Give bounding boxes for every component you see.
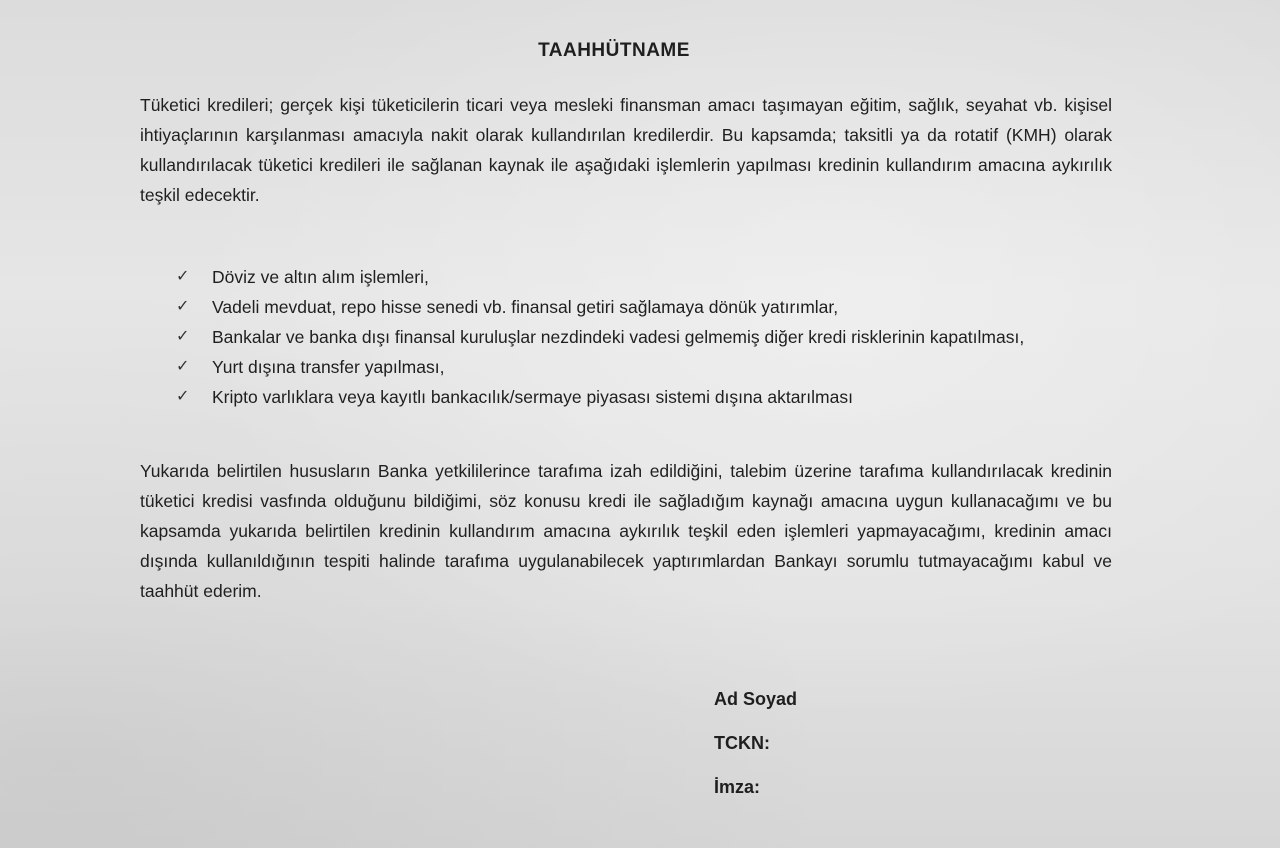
list-item [176,382,1112,412]
check-icon: ✓ [176,328,190,345]
list-item-text: Döviz ve altın alım işlemleri, [212,267,429,287]
check-icon: ✓ [176,388,190,405]
document-title: TAAHHÜTNAME [538,40,690,61]
name-label: Ad Soyad [714,689,798,709]
signature-label: İmza: [714,777,761,797]
intro-paragraph: Tüketici kredileri; gerçek kişi tüketicilerin ticari veya mesleki finansman amacı taşımayan eğitim, sağlık, seyahat vb. kişisel ihtiyaçlarının karşılanması amacıyla nakit olarak kullandırılan kredilerdir. Bu kapsamda; taksitli ya da rotatif (KMH) olarak kullandırılacak tüketici kredileri ile sağlanan kaynak ile aşağıdaki işlemlerin yapılması kredinin kullandırım amacına aykırılık teşkil edecektir. [140,95,1112,205]
list-item [176,262,1112,292]
name-field [714,684,797,728]
signature-field [714,772,797,816]
list-item [176,352,1112,382]
list-item [176,322,1112,352]
check-icon: ✓ [176,268,190,285]
id-number-label: TCKN: [714,733,770,753]
check-icon: ✓ [176,298,190,315]
list-item-text: Vadeli mevduat, repo hisse senedi vb. finansal getiri sağlamaya dönük yatırımlar, [212,297,839,317]
list-item [176,292,1112,322]
prohibited-transactions-list [176,262,1112,412]
list-item-text: Yurt dışına transfer yapılması, [212,357,445,377]
declaration-paragraph: Yukarıda belirtilen hususların Banka yetkililerince tarafıma izah edildiğini, talebim üzerine tarafıma kullandırılacak kredinin tüketici kredisi vasfında olduğunu bildiğimi, söz konusu kredi ile sağladığım kaynağı amacına uygun kullanacağımı ve bu kapsamda yukarıda belirtilen kredinin kullandırım amacına aykırılık teşkil eden işlemleri yapmayacağımı, kredinin amacı dışında kullanıldığının tespiti halinde tarafıma uygulanabilecek yaptırımlardan Bankayı sorumlu tutmayacağımı kabul ve taahhüt ederim. [140,461,1112,601]
list-item-text: Kripto varlıklara veya kayıtlı bankacılık/sermaye piyasası sistemi dışına aktarılması [212,387,853,407]
signature-block [714,684,797,816]
id-number-field [714,728,797,772]
list-item-text: Bankalar ve banka dışı finansal kuruluşlar nezdindeki vadesi gelmemiş diğer kredi risklerinin kapatılması, [212,327,1025,347]
check-icon: ✓ [176,358,190,375]
